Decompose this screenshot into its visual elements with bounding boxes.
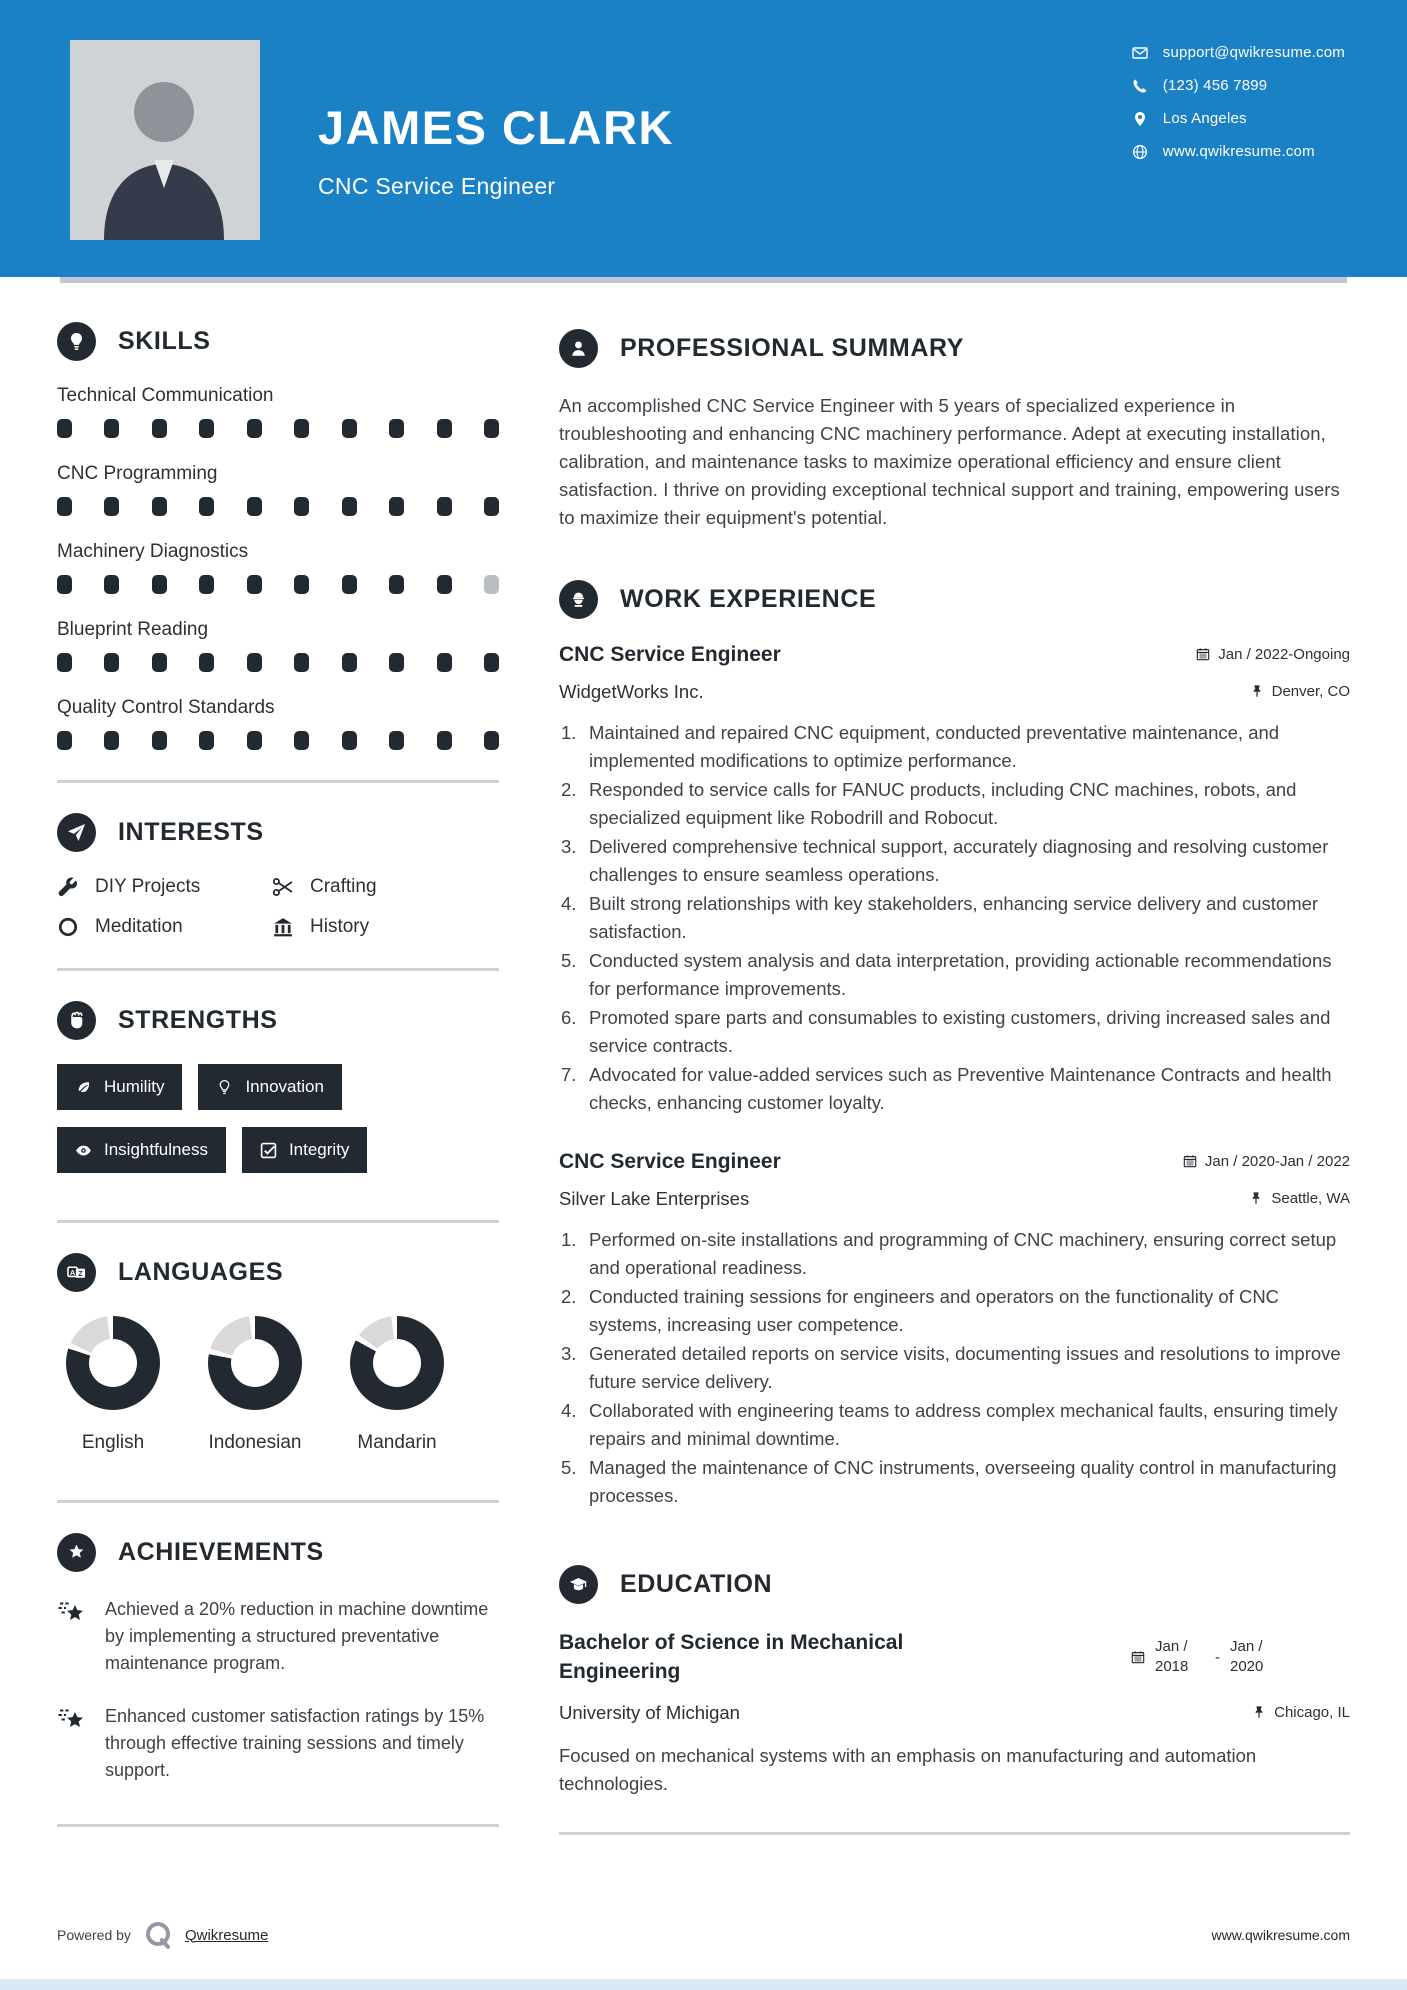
job-company: Silver Lake Enterprises xyxy=(559,1188,750,1209)
contact-phone xyxy=(1132,77,1345,94)
section-divider xyxy=(57,1220,499,1223)
job-company: WidgetWorks Inc. xyxy=(559,681,704,702)
education-heading: EDUCATION xyxy=(620,1570,773,1598)
skill-item xyxy=(57,619,499,672)
job-title: CNC Service Engineer xyxy=(559,643,781,666)
interest-label: Crafting xyxy=(310,876,377,897)
skill-dot xyxy=(104,653,119,672)
job-location: Seattle, WA xyxy=(1271,1189,1350,1207)
skill-dot xyxy=(104,731,119,750)
contact-website xyxy=(1132,143,1345,160)
calendar-icon xyxy=(1196,647,1210,661)
strength-label: Insightfulness xyxy=(104,1140,208,1159)
skill-dot xyxy=(294,731,309,750)
skill-dot xyxy=(199,653,214,672)
skill-dot xyxy=(294,575,309,594)
job-title: CNC Service Engineer xyxy=(559,1150,781,1173)
job-bullet-list xyxy=(561,1226,1350,1509)
svg-text:A: A xyxy=(69,1267,76,1277)
email-icon xyxy=(1132,44,1149,61)
contact-list xyxy=(1132,44,1345,160)
contact-website-text[interactable]: www.qwikresume.com xyxy=(1162,143,1315,160)
skill-dot xyxy=(389,575,404,594)
section-achievements xyxy=(57,1533,499,1784)
job-bullet: Advocated for value-added services such as Preventive Maintenance Contracts and health checks, enhancing customer loyalty. xyxy=(589,1064,1332,1113)
language-label: Mandarin xyxy=(357,1432,437,1453)
strengths-heading: STRENGTHS xyxy=(118,1006,278,1034)
left-column xyxy=(57,277,499,1865)
skill-dots xyxy=(57,575,499,594)
interest-label: History xyxy=(310,916,370,937)
person-icon xyxy=(559,329,598,368)
calendar-icon xyxy=(1183,1154,1197,1168)
calendar-icon xyxy=(1131,1650,1145,1664)
strength-badge xyxy=(198,1064,341,1110)
powered-by-label: Powered by xyxy=(57,1927,131,1943)
skill-item xyxy=(57,697,499,750)
job-bullet: Responded to service calls for FANUC products, including CNC machines, robots, and specialized equipment like Robodrill and Robocut. xyxy=(589,779,1297,828)
skill-dot xyxy=(152,731,167,750)
contact-location xyxy=(1132,110,1345,127)
skill-dot xyxy=(57,731,72,750)
skill-item xyxy=(57,541,499,594)
language-donut-chart xyxy=(66,1316,160,1410)
language-item xyxy=(57,1316,169,1454)
job-bullet: Delivered comprehensive technical support, accurately diagnosing and resolving customer challenges to ensure seamless operations. xyxy=(589,836,1329,885)
section-divider xyxy=(57,968,499,971)
education-description: Focused on mechanical systems with an emphasis on manufacturing and automation technologies. xyxy=(559,1745,1257,1794)
skill-dot xyxy=(104,575,119,594)
pin-icon xyxy=(1252,1705,1266,1719)
profile-photo xyxy=(70,40,260,240)
section-strengths xyxy=(57,1001,499,1190)
education-date-separator: - xyxy=(1215,1648,1220,1666)
person-title: CNC Service Engineer xyxy=(318,173,556,199)
lightbulb-icon xyxy=(57,322,96,361)
skill-dot xyxy=(247,419,262,438)
section-skills xyxy=(57,322,499,750)
work-experience-heading: WORK EXPERIENCE xyxy=(620,585,877,613)
skill-label: CNC Programming xyxy=(57,463,218,484)
contact-location-text: Los Angeles xyxy=(1162,110,1247,127)
star-icon xyxy=(57,1533,96,1572)
pin-icon xyxy=(1249,1191,1263,1205)
section-divider xyxy=(57,1824,499,1827)
strength-badge xyxy=(242,1127,367,1173)
svg-text:Z: Z xyxy=(78,1268,83,1278)
job-bullet: Performed on-site installations and programming of CNC machinery, ensuring correct setup and operational readiness. xyxy=(589,1229,1337,1278)
section-education xyxy=(559,1565,1350,1798)
degree-title: Bachelor of Science in Mechanical Engineering xyxy=(559,1631,904,1683)
language-label: Indonesian xyxy=(208,1432,302,1453)
pin-icon xyxy=(1250,684,1264,698)
brand-link[interactable]: Qwikresume xyxy=(184,1926,269,1944)
skill-dot xyxy=(104,497,119,516)
skill-dot xyxy=(199,497,214,516)
skill-dot xyxy=(342,653,357,672)
skill-dot xyxy=(484,575,499,594)
job-bullet: Collaborated with engineering teams to address complex mechanical faults, ensuring timely repairs and minimal downtime. xyxy=(589,1400,1338,1449)
eye-icon xyxy=(75,1142,92,1159)
skill-dot xyxy=(57,653,72,672)
header xyxy=(0,0,1407,277)
job-bullet: Conducted training sessions for engineers and operators on the functionality of CNC systems, increasing user competence. xyxy=(589,1286,1280,1335)
skill-dots xyxy=(57,731,499,750)
skill-dot xyxy=(437,419,452,438)
skill-dot xyxy=(152,497,167,516)
skill-dot xyxy=(104,419,119,438)
scissors-icon xyxy=(272,876,294,898)
job-bullet: Promoted spare parts and consumables to existing customers, driving increased sales and service contracts. xyxy=(589,1007,1331,1056)
qwikresume-logo-icon xyxy=(141,1918,175,1952)
section-divider xyxy=(57,780,499,783)
skill-dot xyxy=(342,497,357,516)
graduation-cap-icon xyxy=(559,1565,598,1604)
skill-dot xyxy=(484,497,499,516)
job-bullet: Built strong relationships with key stakeholders, enhancing service delivery and customer satisfaction. xyxy=(589,893,1319,942)
language-item xyxy=(199,1316,311,1454)
skill-dot xyxy=(389,497,404,516)
section-work-experience xyxy=(559,580,1350,1509)
strength-label: Humility xyxy=(104,1077,165,1096)
skill-dot xyxy=(389,731,404,750)
checkbox-icon xyxy=(260,1142,277,1159)
job-bullet: Conducted system analysis and data interpretation, providing actionable recommendations for performance improvements. xyxy=(589,950,1332,999)
skill-dot xyxy=(294,419,309,438)
skill-dot xyxy=(152,419,167,438)
strength-label: Innovation xyxy=(245,1077,324,1096)
education-location: Chicago, IL xyxy=(1274,1703,1350,1721)
skill-dot xyxy=(247,575,262,594)
skill-dot xyxy=(152,653,167,672)
shooting-star-icon xyxy=(57,1596,87,1626)
skill-dots xyxy=(57,497,499,516)
paper-plane-icon xyxy=(57,813,96,852)
achievement-text: Achieved a 20% reduction in machine downtime by implementing a structured preventative maintenance program. xyxy=(105,1599,489,1673)
interest-item xyxy=(272,916,499,938)
achievements-heading: ACHIEVEMENTS xyxy=(118,1538,324,1566)
museum-icon xyxy=(272,916,294,938)
skill-dots xyxy=(57,419,499,438)
skill-item xyxy=(57,463,499,516)
wrench-icon xyxy=(57,876,79,898)
phone-icon xyxy=(1132,77,1149,94)
skill-dot xyxy=(57,419,72,438)
skill-dot xyxy=(437,497,452,516)
skill-dot xyxy=(199,419,214,438)
skill-dot xyxy=(247,653,262,672)
section-divider xyxy=(559,1832,1350,1835)
interest-item xyxy=(272,876,499,898)
skill-dot xyxy=(199,575,214,594)
achievement-text: Enhanced customer satisfaction ratings by 15% through effective training sessions and timely support. xyxy=(105,1706,485,1780)
achievement-item xyxy=(57,1703,499,1784)
languages-heading: LANGUAGES xyxy=(118,1258,284,1286)
section-summary xyxy=(559,329,1350,532)
summary-text: An accomplished CNC Service Engineer with 5 years of specialized experience in troubleshooting and enhancing CNC machinery performance. Adept at executing installation, calibration, and maintenance tasks to maximize operational efficiency and ensure client satisfaction. I thrive on providing exceptional technical support and training, empowering users to maximize their equipment's potential. xyxy=(559,395,1340,528)
skill-dot xyxy=(247,731,262,750)
achievement-item xyxy=(57,1596,499,1677)
skill-dot xyxy=(57,497,72,516)
job-bullet: Managed the maintenance of CNC instruments, overseeing quality control in manufacturing processes. xyxy=(589,1457,1337,1506)
summary-heading: PROFESSIONAL SUMMARY xyxy=(620,334,964,362)
language-label: English xyxy=(81,1432,145,1453)
interest-item xyxy=(57,916,272,938)
skill-dot xyxy=(294,497,309,516)
education-date xyxy=(1131,1628,1280,1686)
job-entry xyxy=(559,1150,1350,1509)
strength-badge xyxy=(57,1127,226,1173)
skills-heading: SKILLS xyxy=(118,327,211,355)
section-divider xyxy=(57,1500,499,1503)
contact-phone-text: (123) 456 7899 xyxy=(1162,77,1268,94)
education-date-from: Jan / 2018 xyxy=(1155,1638,1189,1675)
ring-icon xyxy=(57,916,79,938)
job-date: Jan / 2020-Jan / 2022 xyxy=(1204,1152,1350,1170)
skill-dot xyxy=(437,653,452,672)
fist-icon xyxy=(57,1001,96,1040)
education-school: University of Michigan xyxy=(559,1702,740,1723)
skill-dot xyxy=(294,653,309,672)
job-date: Jan / 2022-Ongoing xyxy=(1218,645,1350,663)
person-name: JAMES CLARK xyxy=(318,101,674,154)
skill-item xyxy=(57,385,499,438)
right-column xyxy=(559,277,1350,1865)
interest-label: Meditation xyxy=(95,916,183,937)
section-languages xyxy=(57,1253,499,1454)
footer-website[interactable]: www.qwikresume.com xyxy=(1211,1927,1350,1943)
interests-heading: INTERESTS xyxy=(118,818,264,846)
skill-dot xyxy=(389,653,404,672)
skill-dot xyxy=(484,731,499,750)
contact-email xyxy=(1132,44,1345,61)
interest-label: DIY Projects xyxy=(95,876,201,897)
globe-icon xyxy=(1132,143,1149,160)
skill-dot xyxy=(437,731,452,750)
skill-label: Blueprint Reading xyxy=(57,619,209,640)
strength-badge xyxy=(57,1064,182,1110)
skill-dot xyxy=(437,575,452,594)
strength-label: Integrity xyxy=(288,1140,350,1159)
section-interests xyxy=(57,813,499,938)
skill-label: Technical Communication xyxy=(57,385,274,406)
skill-dot xyxy=(484,419,499,438)
skill-dot xyxy=(247,497,262,516)
skill-label: Quality Control Standards xyxy=(57,697,275,718)
language-donut-chart xyxy=(208,1316,302,1410)
language-donut-chart xyxy=(350,1316,444,1410)
skill-dots xyxy=(57,653,499,672)
location-icon xyxy=(1132,110,1149,127)
skill-label: Machinery Diagnostics xyxy=(57,541,249,562)
bulb-icon xyxy=(216,1079,233,1096)
engineer-icon xyxy=(559,580,598,619)
skill-dot xyxy=(389,419,404,438)
education-date-to: Jan / 2020 xyxy=(1230,1638,1264,1675)
contact-email-text[interactable]: support@qwikresume.com xyxy=(1162,44,1345,61)
job-location: Denver, CO xyxy=(1271,682,1350,700)
interest-item xyxy=(57,876,272,898)
skill-dot xyxy=(152,575,167,594)
skill-dot xyxy=(342,731,357,750)
translate-icon xyxy=(57,1253,96,1292)
skill-dot xyxy=(484,653,499,672)
skill-dot xyxy=(342,575,357,594)
job-entry xyxy=(559,643,1350,1116)
job-bullet-list xyxy=(561,719,1350,1116)
skill-dot xyxy=(57,575,72,594)
skill-dot xyxy=(199,731,214,750)
job-bullet: Maintained and repaired CNC equipment, conducted preventative maintenance, and implemented modifications to optimize performance. xyxy=(589,722,1280,771)
language-item xyxy=(341,1316,453,1454)
shooting-star-icon xyxy=(57,1703,87,1733)
skill-dot xyxy=(342,419,357,438)
bottom-accent-strip xyxy=(0,1979,1407,1990)
header-shadow xyxy=(60,277,1347,283)
leaf-icon xyxy=(75,1079,92,1096)
footer xyxy=(57,1918,1350,1952)
job-bullet: Generated detailed reports on service visits, documenting issues and resolutions to improve future service delivery. xyxy=(589,1343,1341,1392)
